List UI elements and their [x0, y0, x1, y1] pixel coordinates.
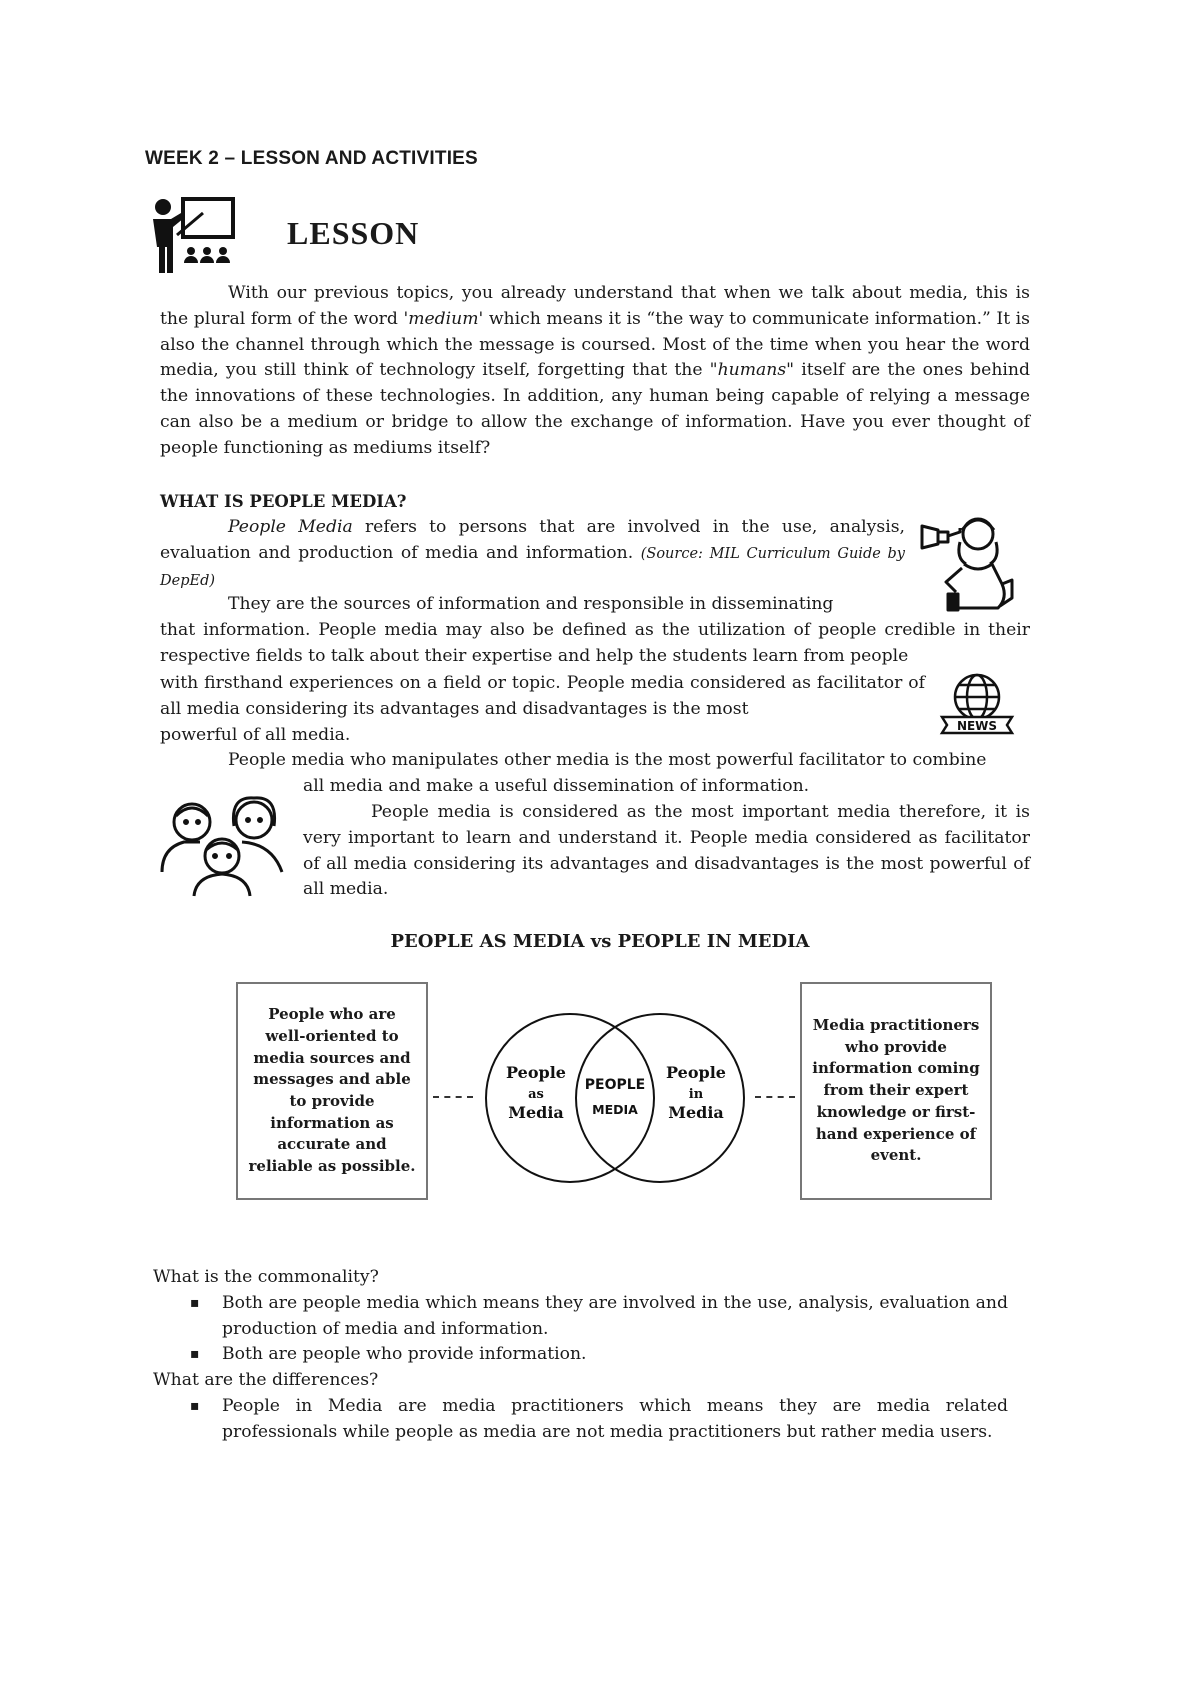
commonality-list [153, 1291, 1008, 1368]
manipulates-paragraph-end: all media and make a useful dissemination of information. [303, 776, 810, 796]
differences-question: What are the differences? [153, 1370, 379, 1390]
facilitator-paragraph: with firsthand experiences on a field or topic. People media considered as facilitator of all media considering its advantages and disadvantages is the most [160, 673, 925, 719]
page-header: WEEK 2 – LESSON AND ACTIVITIES [145, 148, 478, 169]
sources-text: They are the sources of information and responsible in disseminating [228, 594, 834, 614]
manipulates-paragraph [160, 748, 1030, 774]
definition-text: refers to persons that are involved in the use, analysis, evaluation and production of media and information. [160, 517, 905, 563]
right-circle-line-2: in [688, 1087, 704, 1102]
speaker-megaphone-icon [918, 512, 1028, 616]
people-as-media-circle [486, 1014, 654, 1182]
commonality-question: What is the commonality? [153, 1267, 379, 1287]
people-media-definition-continued: that information. People media may also be defined as the utilization of people credible in their respective fields to talk about their expertise and help the students learn from people [160, 620, 1030, 666]
left-connector [433, 1096, 473, 1098]
globe-news-icon [936, 671, 1018, 747]
venn-diagram [470, 1008, 760, 1188]
right-circle-line-3: Media [668, 1103, 724, 1122]
importance-paragraph: People media is considered as the most important media therefore, it is very important to learn and understand it. People media considered as facilitator of all media considering its advantages and disadvantages is the most powerful of all media. [303, 802, 1030, 900]
intro-text-3: itself are the ones behind the innovations of these technologies. In addition, any human being capable of relying a message can also be a medium or bridge to allow the exchange of information. Have you ever thought of people functioning as mediums itself? [160, 360, 1030, 458]
news-label: NEWS [956, 719, 998, 733]
people-in-media-box: Media practitioners who provide information coming from their expert knowledge or first- hand experience of event. [800, 982, 992, 1200]
teacher-presentation-icon [147, 195, 237, 279]
lesson-title: LESSON [287, 215, 420, 251]
group-people-icon [158, 792, 288, 902]
people-in-media-circle [576, 1014, 744, 1182]
intersection-line-2: MEDIA [592, 1102, 638, 1117]
left-circle-line-3: Media [508, 1103, 564, 1122]
intersection-line-1: PEOPLE [584, 1077, 646, 1093]
definition-paragraph [160, 515, 905, 594]
intro-paragraph [160, 281, 1030, 462]
diagram-title: PEOPLE AS MEDIA vs PEOPLE IN MEDIA [390, 931, 810, 952]
right-circle-line-1: People [666, 1063, 726, 1082]
intro-text-1: With our previous topics, you already understand that when we talk about media, this is the plural form of the word [160, 283, 1030, 329]
intro-emphasis-humans: "humans" [709, 360, 795, 381]
list-item: ▪ People in Media are media practitioners which means they are media related professionals while people as media are not media practitioners but rather media users. [153, 1394, 1008, 1445]
definition-source: (Source: MIL Curriculum Guide by DepEd) [160, 545, 905, 589]
people-as-media-box: People who are well-oriented to media sources and messages and able to provide information as accurate and reliable as possible. [236, 982, 428, 1200]
definition-term: People Media [228, 517, 353, 537]
differences-list [153, 1394, 1008, 1445]
intro-emphasis-medium: 'medium' [403, 308, 484, 329]
left-circle-line-2: as [528, 1087, 544, 1102]
sources-line [160, 592, 905, 618]
list-item: ▪ Both are people media which means they are involved in the use, analysis, evaluation and production of media and information. [153, 1291, 1008, 1342]
intro-text-2: which means it is “the way to communicate information.” It is also the channel through which the message is coursed. Most of the time when you hear the word media, you still think of technology itself, forgetting that the [160, 308, 1030, 381]
right-connector [755, 1096, 795, 1098]
section-heading: WHAT IS PEOPLE MEDIA? [160, 492, 407, 511]
facilitator-paragraph-end: powerful of all media. [160, 725, 351, 745]
manipulates-text: People media who manipulates other media is the most powerful facilitator to combine [228, 750, 987, 770]
left-circle-line-1: People [506, 1063, 566, 1082]
list-item: ▪ Both are people who provide information. [153, 1342, 1008, 1368]
